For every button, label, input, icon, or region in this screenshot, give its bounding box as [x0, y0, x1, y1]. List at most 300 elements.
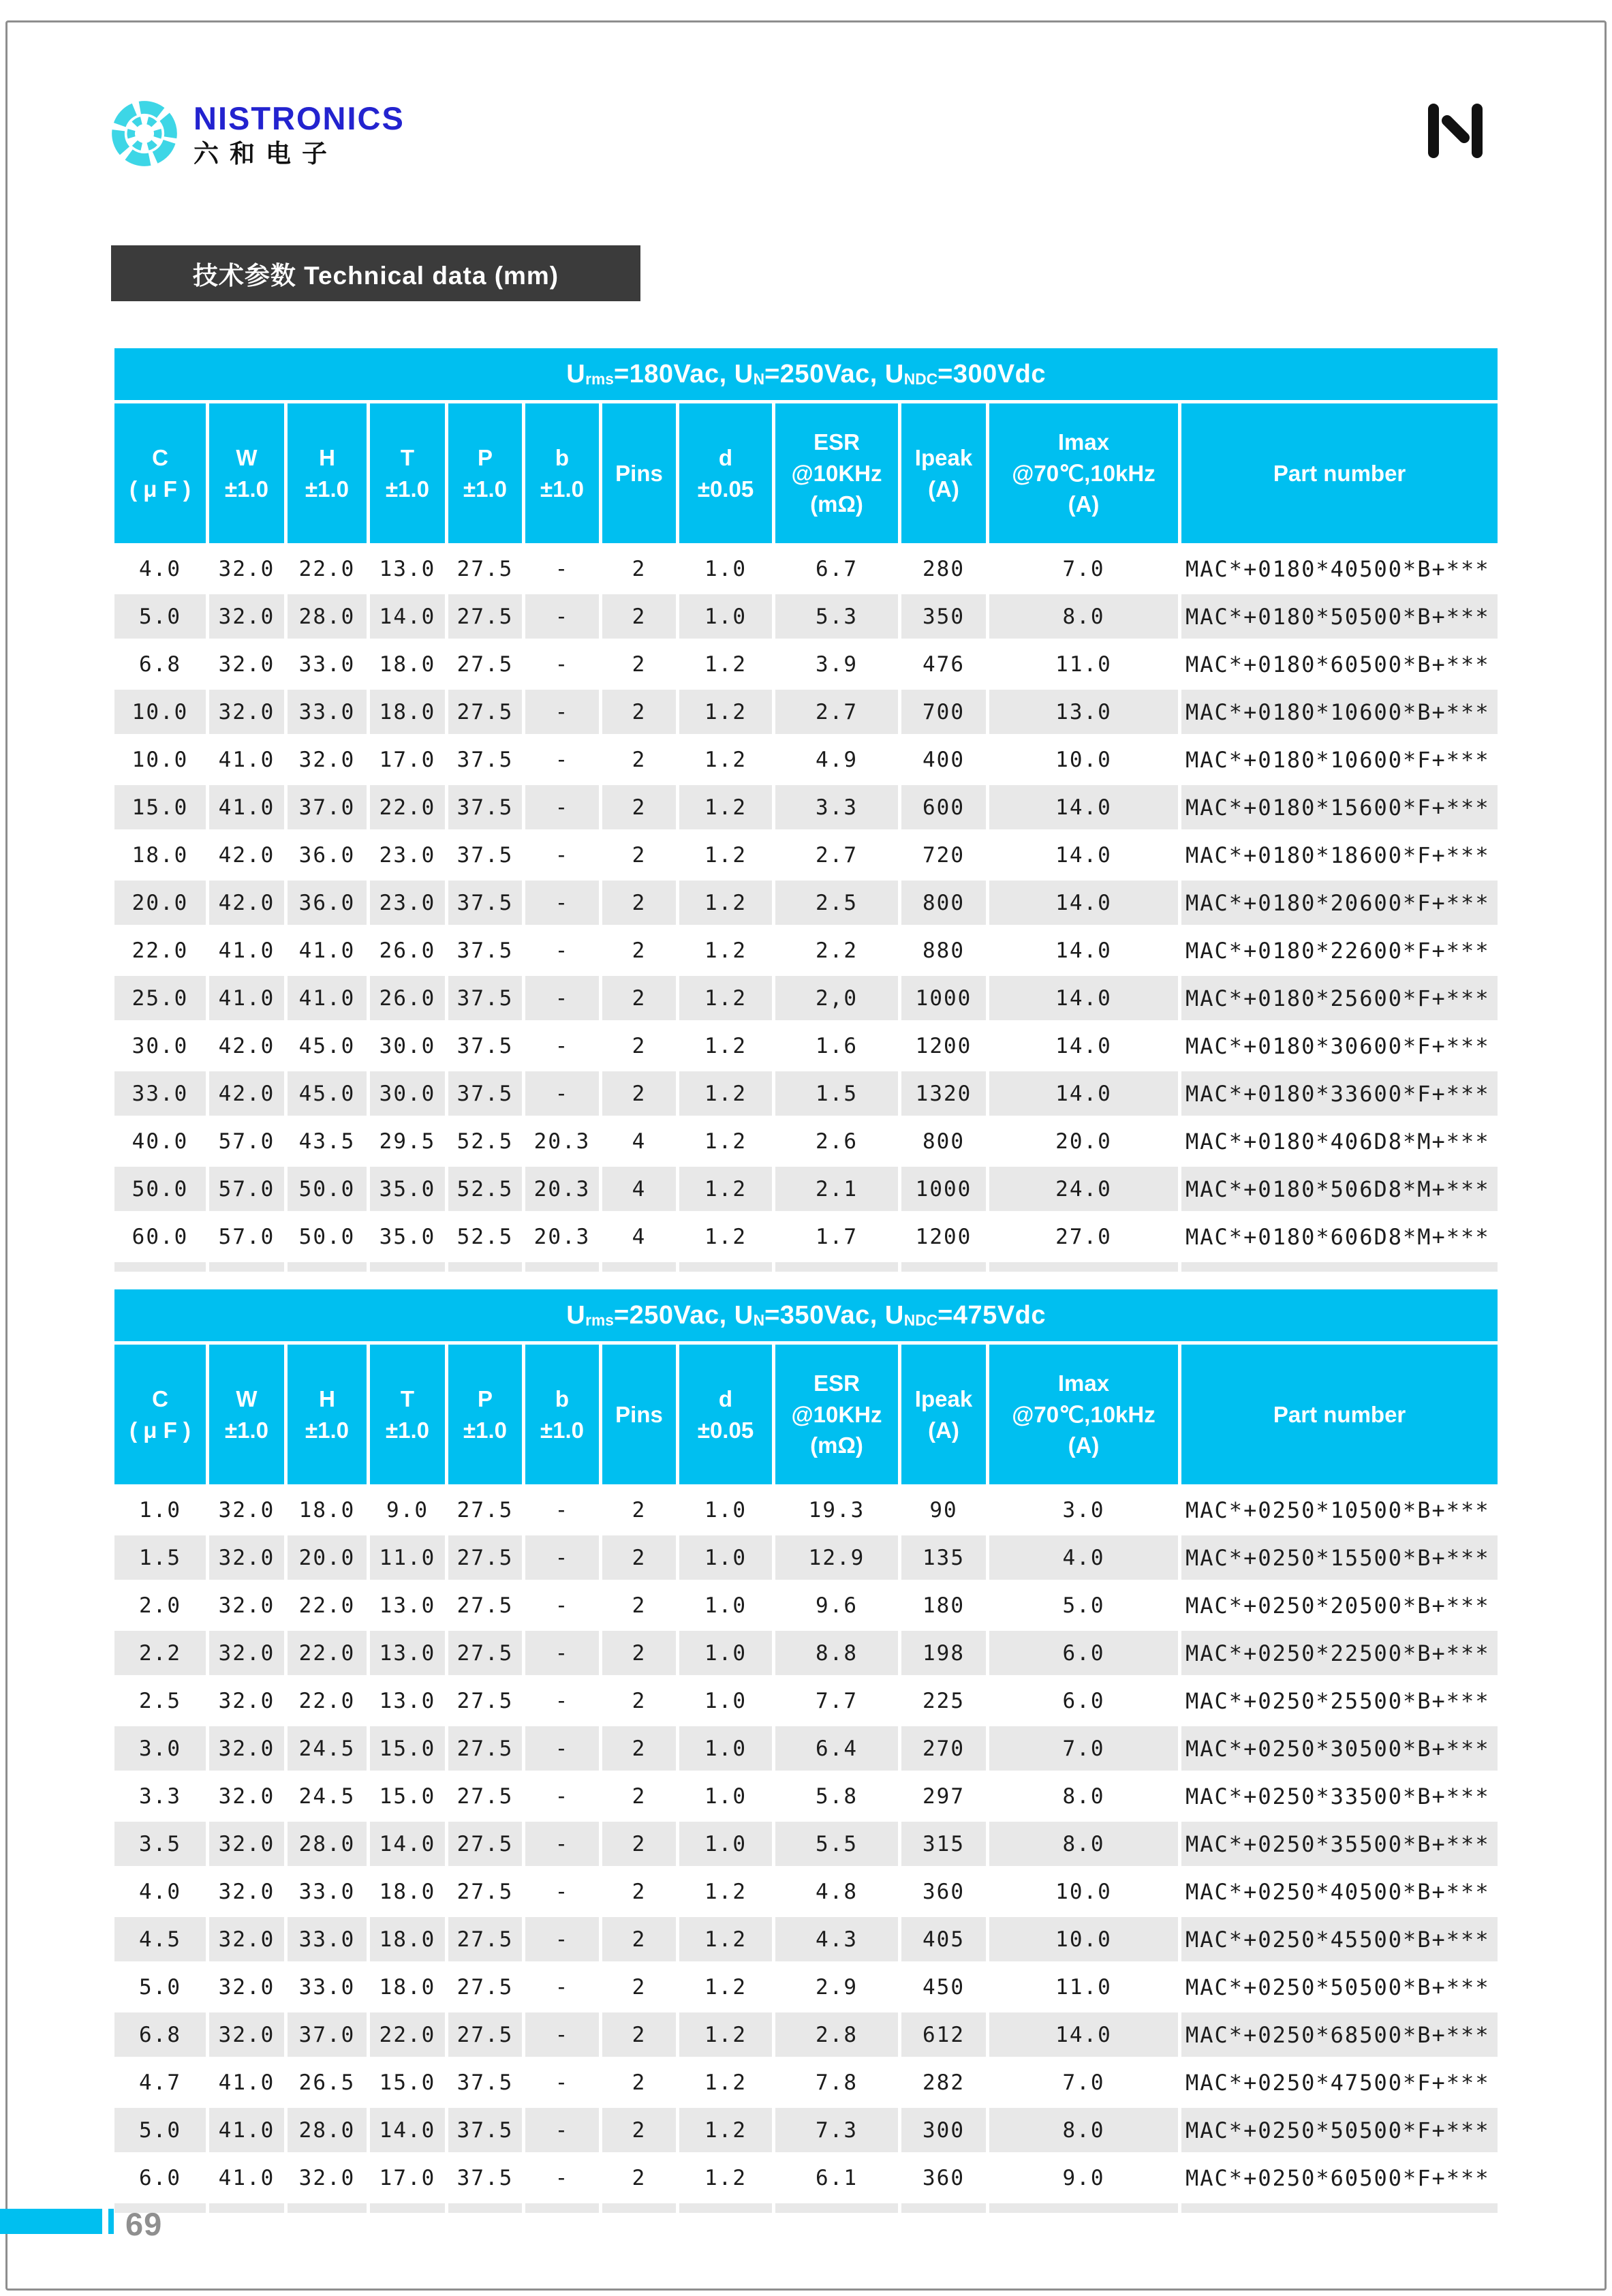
value-cell: 37.5 — [448, 881, 522, 925]
value-cell: 52.5 — [448, 1167, 522, 1211]
value-cell: 41.0 — [298, 938, 356, 963]
value-cell: 1.2 — [704, 1879, 747, 1904]
value-cell: 27.5 — [448, 1535, 522, 1580]
value-cell: - — [525, 881, 599, 925]
value-cell: 32.0 — [209, 1822, 284, 1866]
value-cell: 11.0 — [1055, 1974, 1112, 2000]
value-cell: - — [525, 1631, 599, 1675]
footer-accent-tick — [108, 2209, 114, 2234]
value-cell: 27.5 — [456, 1879, 514, 1904]
table-row — [114, 1726, 1498, 1771]
value-cell: 350 — [901, 594, 986, 639]
part-number-cell: MAC*+0180*606D8*M+*** — [1185, 1223, 1490, 1250]
value-cell: 2 — [632, 938, 647, 963]
value-cell: 8.8 — [775, 1631, 898, 1675]
value-cell: 1.2 — [704, 842, 747, 868]
value-cell: 40.0 — [131, 1129, 189, 1154]
value-cell: 36.0 — [298, 842, 356, 868]
value-cell: 22.0 — [131, 938, 189, 963]
partial-row-strip — [114, 1262, 1498, 1272]
value-cell: 1.2 — [679, 785, 772, 829]
value-cell: 10.0 — [1055, 1879, 1112, 1904]
value-cell: 18.0 — [298, 1497, 356, 1522]
value-cell: 1.5 — [114, 1535, 206, 1580]
table-row — [114, 1917, 1498, 1961]
table-row — [114, 1119, 1498, 1163]
brand-text — [193, 98, 405, 166]
value-cell: 18.0 — [370, 1917, 445, 1961]
value-cell: 1.2 — [704, 1129, 747, 1154]
value-cell: 2.9 — [816, 1974, 858, 2000]
part-number-cell: MAC*+0250*35500*B+*** — [1181, 1822, 1498, 1866]
value-cell: 135 — [901, 1535, 986, 1580]
value-cell: 2 — [632, 2165, 647, 2190]
value-cell: 13.0 — [379, 1688, 436, 1713]
value-cell: 180 — [923, 1593, 965, 1618]
value-cell: 2,0 — [775, 976, 898, 1020]
value-cell: 2 — [602, 1822, 676, 1866]
n-logo-icon — [1424, 102, 1487, 159]
value-cell: 282 — [923, 2070, 965, 2095]
value-cell: 2.1 — [775, 1167, 898, 1211]
value-cell: 32.0 — [218, 1784, 275, 1809]
value-cell: 6.4 — [775, 1726, 898, 1771]
value-cell: 2 — [632, 1688, 647, 1713]
value-cell: - — [555, 1974, 570, 2000]
value-cell: 4.7 — [139, 2070, 181, 2095]
value-cell: 57.0 — [218, 1129, 275, 1154]
value-cell: 37.0 — [288, 785, 367, 829]
table-row — [114, 1822, 1498, 1866]
value-cell: 41.0 — [218, 2070, 275, 2095]
value-cell: - — [525, 2012, 599, 2057]
value-cell: 1.2 — [704, 2070, 747, 2095]
value-cell: 1.0 — [704, 1593, 747, 1618]
value-cell: 315 — [901, 1822, 986, 1866]
value-cell: 1000 — [901, 1167, 986, 1211]
value-cell: 32.0 — [209, 1535, 284, 1580]
spec-table-180vac — [111, 345, 1501, 1275]
part-number-cell: MAC*+0180*506D8*M+*** — [1181, 1167, 1498, 1211]
part-number-cell: MAC*+0250*47500*F+*** — [1185, 2069, 1490, 2096]
value-cell: 25.0 — [114, 976, 206, 1020]
column-header: b ±1.0 — [525, 1345, 599, 1484]
value-cell: - — [525, 785, 599, 829]
value-cell: 6.8 — [139, 652, 181, 677]
value-cell: 476 — [923, 652, 965, 677]
value-cell: 800 — [901, 881, 986, 925]
value-cell: - — [525, 2108, 599, 2152]
value-cell: 32.0 — [209, 690, 284, 734]
value-cell: 24.5 — [298, 1784, 356, 1809]
table-row — [114, 1679, 1498, 1723]
value-cell: 2 — [602, 594, 676, 639]
value-cell: 5.0 — [1062, 1593, 1105, 1618]
value-cell: - — [555, 1688, 570, 1713]
value-cell: 33.0 — [298, 652, 356, 677]
value-cell: 360 — [923, 1879, 965, 1904]
value-cell: 2 — [602, 1917, 676, 1961]
value-cell: 18.0 — [379, 652, 436, 677]
value-cell: 23.0 — [379, 842, 436, 868]
value-cell: 2.7 — [816, 842, 858, 868]
value-cell: 17.0 — [379, 747, 436, 772]
value-cell: 225 — [923, 1688, 965, 1713]
value-cell: 1.2 — [704, 1033, 747, 1058]
value-cell: 10.0 — [131, 747, 189, 772]
column-header: Part number — [1181, 403, 1498, 543]
value-cell: 1.0 — [704, 556, 747, 581]
value-cell: 1.2 — [704, 747, 747, 772]
value-cell: 37.5 — [448, 785, 522, 829]
value-cell: 2 — [602, 976, 676, 1020]
table-row — [114, 2108, 1498, 2152]
table-row — [114, 1167, 1498, 1211]
value-cell: 37.5 — [456, 2165, 514, 2190]
value-cell: 37.5 — [448, 2108, 522, 2152]
value-cell: 5.0 — [114, 2108, 206, 2152]
value-cell: 2.0 — [139, 1593, 181, 1618]
value-cell: 2.5 — [775, 881, 898, 925]
part-number-cell: MAC*+0180*10600*F+*** — [1185, 746, 1490, 773]
value-cell: 32.0 — [218, 652, 275, 677]
value-cell: 18.0 — [370, 690, 445, 734]
value-cell: 450 — [923, 1974, 965, 2000]
value-cell: 33.0 — [288, 1917, 367, 1961]
value-cell: 27.5 — [456, 1688, 514, 1713]
column-header: b ±1.0 — [525, 403, 599, 543]
value-cell: 300 — [901, 2108, 986, 2152]
value-cell: 22.0 — [298, 556, 356, 581]
value-cell: 32.0 — [218, 1974, 275, 2000]
column-header: Pins — [602, 1345, 676, 1484]
value-cell: 2 — [602, 881, 676, 925]
value-cell: 2 — [632, 842, 647, 868]
part-number-cell: MAC*+0250*40500*B+*** — [1185, 1878, 1490, 1905]
value-cell: 1.0 — [139, 1497, 181, 1522]
value-cell: 32.0 — [218, 1688, 275, 1713]
value-cell: 14.0 — [1055, 1033, 1112, 1058]
value-cell: 13.0 — [989, 690, 1178, 734]
value-cell: 2 — [632, 1497, 647, 1522]
value-cell: 41.0 — [209, 785, 284, 829]
value-cell: 45.0 — [298, 1033, 356, 1058]
value-cell: - — [525, 976, 599, 1020]
part-number-cell: MAC*+0250*20500*B+*** — [1185, 1592, 1490, 1619]
value-cell: 4 — [632, 1224, 647, 1249]
table-row — [114, 1583, 1498, 1627]
value-cell: 42.0 — [209, 1071, 284, 1116]
value-cell: 198 — [901, 1631, 986, 1675]
value-cell: - — [525, 594, 599, 639]
part-number-cell: MAC*+0180*10600*B+*** — [1181, 690, 1498, 734]
table-row — [114, 1631, 1498, 1675]
value-cell: 800 — [923, 1129, 965, 1154]
part-number-cell: MAC*+0250*45500*B+*** — [1181, 1917, 1498, 1961]
value-cell: 30.0 — [370, 1071, 445, 1116]
value-cell: 33.0 — [114, 1071, 206, 1116]
column-header: Pins — [602, 403, 676, 543]
value-cell: 3.0 — [114, 1726, 206, 1771]
value-cell: 720 — [923, 842, 965, 868]
value-cell: 2 — [602, 1726, 676, 1771]
value-cell: 1.6 — [816, 1033, 858, 1058]
column-header: C ( μ F ) — [114, 403, 206, 543]
value-cell: 35.0 — [370, 1167, 445, 1211]
footer-accent-bar — [0, 2209, 102, 2234]
value-cell: 32.0 — [298, 747, 356, 772]
value-cell: 8.0 — [989, 594, 1178, 639]
value-cell: 8.0 — [989, 1822, 1178, 1866]
value-cell: - — [555, 1593, 570, 1618]
value-cell: 2.5 — [139, 1688, 181, 1713]
value-cell: 1.7 — [816, 1224, 858, 1249]
value-cell: 22.0 — [298, 1593, 356, 1618]
part-number-cell: MAC*+0180*22600*F+*** — [1185, 937, 1490, 964]
value-cell: 24.0 — [989, 1167, 1178, 1211]
value-cell: 14.0 — [989, 785, 1178, 829]
value-cell: 20.0 — [288, 1535, 367, 1580]
value-cell: 4.0 — [139, 1879, 181, 1904]
value-cell: 612 — [901, 2012, 986, 2057]
part-number-cell: MAC*+0180*30600*F+*** — [1185, 1032, 1490, 1059]
value-cell: 600 — [901, 785, 986, 829]
value-cell: 2.8 — [775, 2012, 898, 2057]
value-cell: 27.5 — [456, 652, 514, 677]
value-cell: 2 — [602, 690, 676, 734]
value-cell: 41.0 — [218, 747, 275, 772]
part-number-cell: MAC*+0250*22500*B+*** — [1181, 1631, 1498, 1675]
value-cell: 5.5 — [775, 1822, 898, 1866]
value-cell: 6.0 — [139, 2165, 181, 2190]
value-cell: 9.6 — [816, 1593, 858, 1618]
value-cell: 32.0 — [218, 556, 275, 581]
part-number-cell: MAC*+0250*68500*B+*** — [1181, 2012, 1498, 2057]
value-cell: 28.0 — [288, 594, 367, 639]
value-cell: 4.5 — [114, 1917, 206, 1961]
value-cell: 11.0 — [370, 1535, 445, 1580]
value-cell: 8.0 — [989, 2108, 1178, 2152]
column-header: W ±1.0 — [209, 1345, 284, 1484]
page-number: 69 — [125, 2206, 163, 2242]
value-cell: 30.0 — [131, 1033, 189, 1058]
value-cell: - — [525, 1822, 599, 1866]
value-cell: 1.2 — [679, 690, 772, 734]
value-cell: 27.5 — [448, 1917, 522, 1961]
value-cell: 37.5 — [456, 2070, 514, 2095]
value-cell: 1.2 — [679, 881, 772, 925]
part-number-cell: MAC*+0180*50500*B+*** — [1181, 594, 1498, 639]
value-cell: - — [525, 1535, 599, 1580]
value-cell: 23.0 — [370, 881, 445, 925]
value-cell: 270 — [901, 1726, 986, 1771]
column-header: P ±1.0 — [448, 1345, 522, 1484]
value-cell: 15.0 — [379, 1784, 436, 1809]
table-row — [114, 594, 1498, 639]
table-row — [114, 881, 1498, 925]
value-cell: 7.0 — [1062, 2070, 1105, 2095]
value-cell: 90 — [929, 1497, 958, 1522]
value-cell: 6.7 — [816, 556, 858, 581]
value-cell: - — [555, 2165, 570, 2190]
value-cell: 27.5 — [448, 1726, 522, 1771]
value-cell: 18.0 — [379, 1879, 436, 1904]
value-cell: 2 — [602, 785, 676, 829]
table-row — [114, 1774, 1498, 1818]
value-cell: 32.0 — [209, 1917, 284, 1961]
value-cell: 14.0 — [370, 1822, 445, 1866]
table-row — [114, 547, 1498, 591]
column-header: d ±0.05 — [679, 1345, 772, 1484]
value-cell: 28.0 — [288, 2108, 367, 2152]
value-cell: 1.0 — [704, 1784, 747, 1809]
table-row — [114, 642, 1498, 686]
value-cell: - — [555, 747, 570, 772]
part-number-cell: MAC*+0180*33600*F+*** — [1181, 1071, 1498, 1116]
value-cell: 280 — [923, 556, 965, 581]
table-row — [114, 2060, 1498, 2104]
value-cell: 37.5 — [448, 1071, 522, 1116]
value-cell: 2 — [602, 1535, 676, 1580]
value-cell: - — [525, 1726, 599, 1771]
value-cell: 1.0 — [679, 1631, 772, 1675]
value-cell: 32.0 — [209, 1631, 284, 1675]
value-cell: 5.3 — [775, 594, 898, 639]
value-cell: 1.5 — [775, 1071, 898, 1116]
value-cell: 57.0 — [218, 1224, 275, 1249]
value-cell: 32.0 — [218, 1497, 275, 1522]
value-cell: 33.0 — [298, 1974, 356, 2000]
value-cell: 1.2 — [679, 1167, 772, 1211]
value-cell: 45.0 — [288, 1071, 367, 1116]
value-cell: 6.0 — [989, 1631, 1178, 1675]
value-cell: 1.2 — [679, 976, 772, 1020]
value-cell: 2.2 — [114, 1631, 206, 1675]
value-cell: 1.2 — [679, 1071, 772, 1116]
value-cell: - — [555, 938, 570, 963]
value-cell: 42.0 — [209, 881, 284, 925]
value-cell: 30.0 — [379, 1033, 436, 1058]
column-header: C ( μ F ) — [114, 1345, 206, 1484]
value-cell: 1320 — [901, 1071, 986, 1116]
table-row — [114, 976, 1498, 1020]
value-cell: 19.3 — [808, 1497, 865, 1522]
part-number-cell: MAC*+0180*18600*F+*** — [1185, 842, 1490, 868]
section-title: 技术参数 Technical data (mm) — [192, 262, 559, 290]
value-cell: 14.0 — [989, 976, 1178, 1020]
value-cell: 10.0 — [114, 690, 206, 734]
value-cell: 4.9 — [816, 747, 858, 772]
value-cell: 29.5 — [379, 1129, 436, 1154]
value-cell: 37.5 — [456, 747, 514, 772]
voltage-band-title: Urms=180Vac, UN=250Vac, UNDC=300Vdc — [114, 348, 1498, 400]
column-header: W ±1.0 — [209, 403, 284, 543]
value-cell: 41.0 — [209, 2108, 284, 2152]
value-cell: 60.0 — [131, 1224, 189, 1249]
value-cell: 4.3 — [775, 1917, 898, 1961]
value-cell: 22.0 — [298, 1688, 356, 1713]
part-number-cell: MAC*+0250*50500*B+*** — [1185, 1974, 1490, 2000]
part-number-cell: MAC*+0180*25600*F+*** — [1181, 976, 1498, 1020]
value-cell: 4 — [602, 1167, 676, 1211]
column-header: Ipeak (A) — [901, 1345, 986, 1484]
value-cell: 2 — [632, 1784, 647, 1809]
value-cell: 3.5 — [114, 1822, 206, 1866]
value-cell: 4.0 — [989, 1535, 1178, 1580]
value-cell: 14.0 — [1055, 938, 1112, 963]
value-cell: 7.0 — [1062, 556, 1105, 581]
value-cell: 37.0 — [288, 2012, 367, 2057]
column-header: T ±1.0 — [370, 1345, 445, 1484]
part-number-cell: MAC*+0250*33500*B+*** — [1185, 1783, 1490, 1809]
value-cell: 27.5 — [448, 2012, 522, 2057]
value-cell: 14.0 — [370, 2108, 445, 2152]
value-cell: 42.0 — [218, 1033, 275, 1058]
column-header-row — [114, 403, 1498, 543]
value-cell: 26.5 — [298, 2070, 356, 2095]
value-cell: 13.0 — [379, 556, 436, 581]
value-cell: 14.0 — [1055, 842, 1112, 868]
value-cell: 880 — [923, 938, 965, 963]
value-cell: 5.8 — [816, 1784, 858, 1809]
value-cell: 50.0 — [288, 1167, 367, 1211]
column-header: d ±0.05 — [679, 403, 772, 543]
value-cell: 8.0 — [1062, 1784, 1105, 1809]
section-title-bar — [111, 245, 640, 301]
column-header: Part number — [1181, 1345, 1498, 1484]
value-cell: 2 — [602, 1071, 676, 1116]
value-cell: 32.0 — [218, 1593, 275, 1618]
value-cell: 4 — [632, 1129, 647, 1154]
value-cell: 13.0 — [379, 1593, 436, 1618]
value-cell: 1.2 — [679, 2012, 772, 2057]
column-header: H ±1.0 — [288, 1345, 367, 1484]
value-cell: 10.0 — [989, 1917, 1178, 1961]
value-cell: 20.0 — [1055, 1129, 1112, 1154]
value-cell: 2.6 — [816, 1129, 858, 1154]
table-row — [114, 1071, 1498, 1116]
value-cell: 10.0 — [1055, 747, 1112, 772]
value-cell: 400 — [923, 747, 965, 772]
value-cell: 27.5 — [456, 1593, 514, 1618]
value-cell: 36.0 — [288, 881, 367, 925]
table-row — [114, 833, 1498, 877]
value-cell: 37.5 — [456, 1033, 514, 1058]
value-cell: 2 — [602, 1631, 676, 1675]
part-number-cell: MAC*+0180*40500*B+*** — [1185, 555, 1490, 582]
value-cell: 360 — [923, 2165, 965, 2190]
value-cell: 57.0 — [209, 1167, 284, 1211]
value-cell: 3.0 — [1062, 1497, 1105, 1522]
table-row — [114, 785, 1498, 829]
value-cell: 32.0 — [209, 594, 284, 639]
part-number-cell: MAC*+0250*25500*B+*** — [1185, 1687, 1490, 1714]
value-cell: 24.5 — [288, 1726, 367, 1771]
value-cell: 35.0 — [379, 1224, 436, 1249]
value-cell: 1.0 — [679, 1726, 772, 1771]
column-header: ESR @10KHz (mΩ) — [775, 403, 898, 543]
value-cell: 14.0 — [370, 594, 445, 639]
spec-table-250vac — [111, 1286, 1501, 2216]
value-cell: 1.2 — [704, 938, 747, 963]
value-cell: 11.0 — [1055, 652, 1112, 677]
part-number-cell: MAC*+0180*60500*B+*** — [1185, 651, 1490, 677]
value-cell: 27.5 — [448, 594, 522, 639]
value-cell: 1.0 — [704, 1497, 747, 1522]
value-cell: 1.2 — [679, 1917, 772, 1961]
value-cell: 9.0 — [386, 1497, 429, 1522]
table-row — [114, 1965, 1498, 2009]
